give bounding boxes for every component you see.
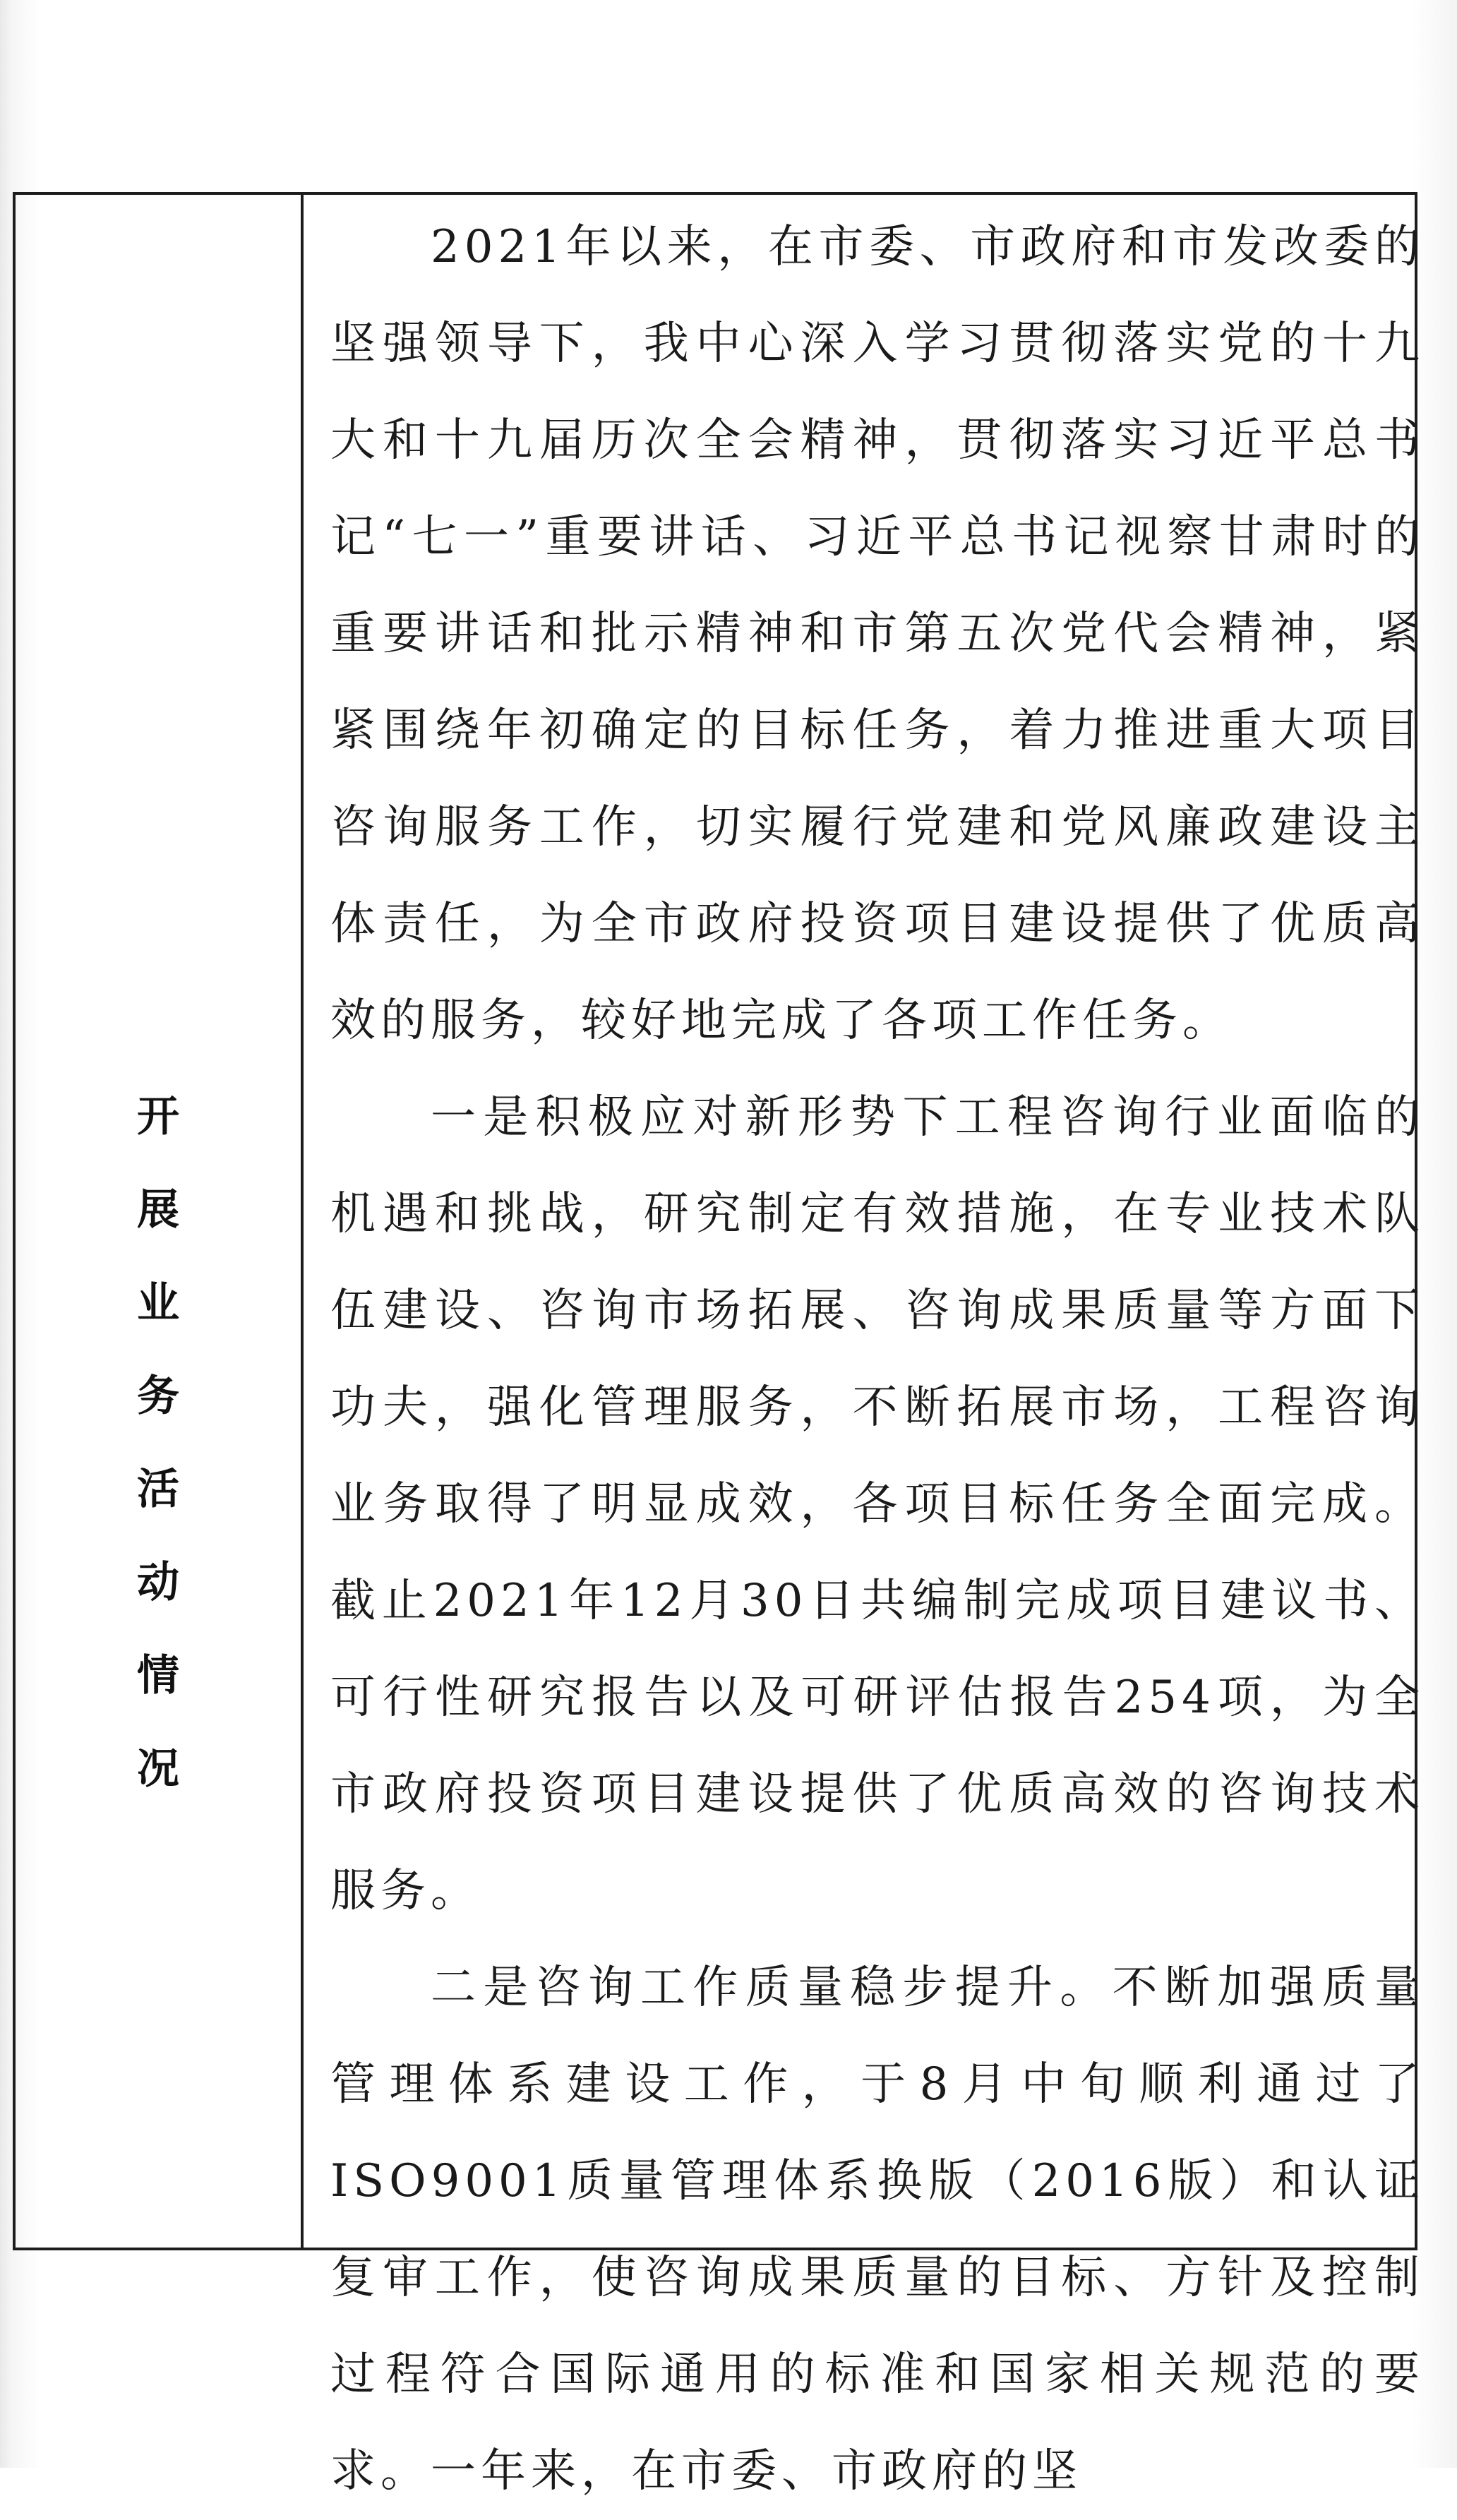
label-char: 况 (137, 1744, 179, 1794)
label-cell (16, 195, 304, 2248)
label-char: 活 (137, 1465, 179, 1514)
paragraph-point-one: 一是积极应对新形势下工程咨询行业面临的机遇和挑战，研究制定有效措施，在专业技术队伍建设、咨询市场拓展、咨询成果质量等方面下功夫，强化管理服务，不断拓展市场，工程咨询业务取得了明显成效，各项目标任务全面完成。截止2021年12月30日共编制完成项目建议书、可行性研究报告以及可研评估报告254项，为全市政府投资项目建设提供了优质高效的咨询技术服务。 (330, 1091, 1425, 1917)
label-char: 业 (137, 1278, 179, 1328)
paragraph-point-two: 二是咨询工作质量稳步提升。不断加强质量管理体系建设工作，于8月中旬顺利通过了ISO9001质量管理体系换版（2016版）和认证复审工作，使咨询成果质量的目标、方针及控制过程符合国际通用的标准和国家相关规范的要求。一年来，在市委、市政府的坚 (330, 1962, 1425, 2497)
label-char: 务 (137, 1372, 179, 1421)
label-char: 动 (137, 1558, 179, 1607)
label-char: 开 (137, 1092, 179, 1141)
label-char: 情 (137, 1651, 179, 1700)
activity-table (13, 192, 1425, 2497)
paragraph-intro: 2021年以来，在市委、市政府和市发改委的坚强领导下，我中心深入学习贯彻落实党的十九大和十九届历次全会精神，贯彻落实习近平总书记“七一”重要讲话、习近平总书记视察甘肃时的重要讲话和批示精神和市第五次党代会精神，紧紧围绕年初确定的目标任务，着力推进重大项目咨询服务工作，切实履行党建和党风廉政建设主体责任，为全市政府投资项目建设提供了优质高效的服务，较好地完成了各项工作任务。 (330, 221, 1425, 1047)
content-body (330, 199, 1425, 2520)
content-cell (304, 195, 1425, 2497)
label-char: 展 (137, 1185, 179, 1235)
row-label-vertical (16, 1070, 301, 1816)
